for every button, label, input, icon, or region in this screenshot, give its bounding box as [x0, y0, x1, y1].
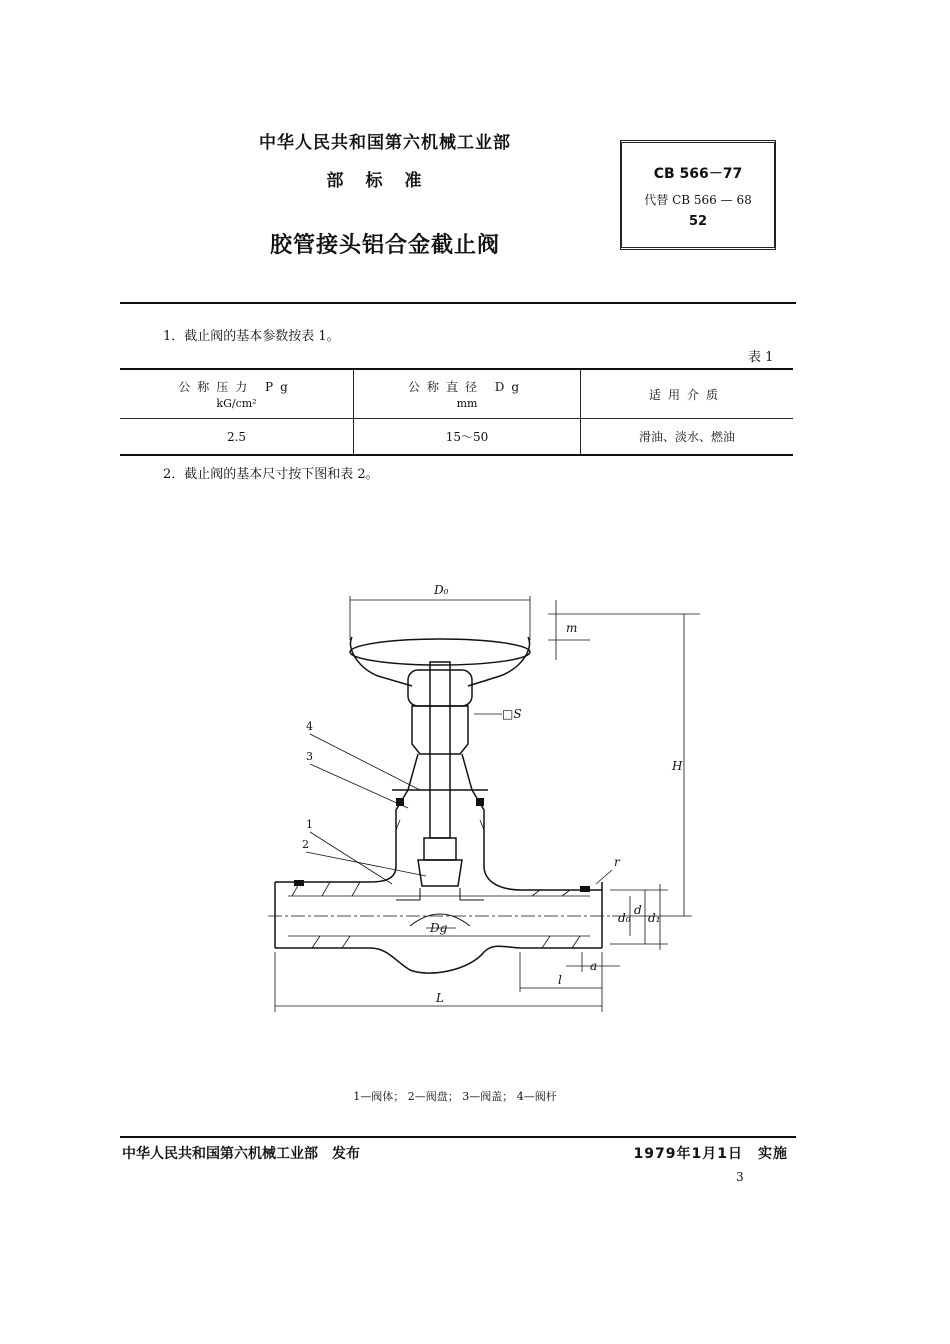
- handwheel-rim: [350, 639, 530, 665]
- label-d: d: [634, 903, 642, 917]
- part-number-4: 4: [306, 720, 313, 733]
- leader-4: [310, 734, 420, 790]
- document-title: 胶管接头铝合金截止阀: [269, 233, 500, 258]
- disc-holder: [424, 838, 456, 860]
- cell-pressure: 2.5: [226, 429, 247, 444]
- label-l: l: [558, 973, 562, 987]
- part-number-2: 2: [302, 838, 309, 851]
- hatch-line: [542, 936, 550, 948]
- part-number-1: 1: [306, 818, 313, 831]
- hatch-line: [352, 882, 360, 896]
- label-d0-top: D₀: [434, 583, 449, 597]
- inlet-pipe-top: [275, 866, 396, 882]
- effective-date: 1979年1月1日 实施: [633, 1146, 788, 1162]
- hatch-line: [572, 936, 580, 948]
- standard-type: 部标准: [326, 171, 444, 191]
- hatch-line: [532, 890, 540, 896]
- gasket-right: [476, 798, 484, 806]
- page-reference: 52: [688, 214, 708, 229]
- cell-diameter: 15～50: [354, 419, 581, 456]
- label-L: L: [436, 991, 444, 1005]
- ministry-heading: 中华人民共和国第六机械工业部: [259, 133, 511, 153]
- section2-text: 2．截止阀的基本尺寸按下图和表 2。: [163, 467, 379, 482]
- part-number-3: 3: [306, 750, 313, 763]
- header-medium: 适用介质: [581, 369, 794, 419]
- valve-disc: [418, 860, 462, 886]
- hatch-line: [322, 882, 330, 896]
- footer-divider: [120, 1136, 796, 1138]
- leader-r: [596, 870, 612, 884]
- leader-2: [306, 852, 426, 876]
- valve-stem: [430, 662, 450, 838]
- standard-code: CB 566－77: [653, 166, 743, 182]
- header-nominal-diameter: 公称直径 Dg mm: [354, 369, 581, 419]
- label-d1: d₁: [648, 911, 661, 925]
- hose-bead-left: [294, 880, 304, 886]
- bonnet-outline: [396, 754, 484, 866]
- label-h: H: [672, 759, 683, 773]
- page-number: 3: [736, 1170, 744, 1184]
- leader-1: [310, 832, 392, 884]
- packing-nut: [412, 706, 468, 754]
- publisher: 中华人民共和国第六机械工业部 发布: [122, 1146, 360, 1162]
- replaces-standard: 代替 CB 566 — 68: [644, 193, 752, 207]
- leader-3: [310, 764, 408, 808]
- table1-caption: 表 1: [748, 350, 774, 365]
- hatch-line: [342, 936, 350, 948]
- hatch-line: [312, 936, 320, 948]
- cell-medium: 滑油、淡水、燃油: [581, 419, 794, 456]
- label-dg: Dg: [430, 921, 448, 935]
- label-a: a: [590, 959, 598, 973]
- body-bottom: [275, 946, 602, 973]
- label-s: □S: [502, 707, 522, 721]
- header-nominal-pressure: 公称压力 Pg kG/cm²: [178, 380, 295, 410]
- hose-bead-right: [580, 886, 590, 892]
- label-d0: d₀: [618, 911, 631, 925]
- drawing-legend: 1—阀体； 2—阀盘； 3—阀盖； 4—阀杆: [353, 1090, 557, 1103]
- valve-seat: [396, 888, 484, 900]
- handwheel-hub: [408, 670, 472, 706]
- section1-text: 1．截止阀的基本参数按表 1。: [163, 329, 340, 344]
- label-m: m: [566, 621, 578, 635]
- label-r: r: [614, 855, 620, 869]
- hatch-line: [562, 890, 570, 896]
